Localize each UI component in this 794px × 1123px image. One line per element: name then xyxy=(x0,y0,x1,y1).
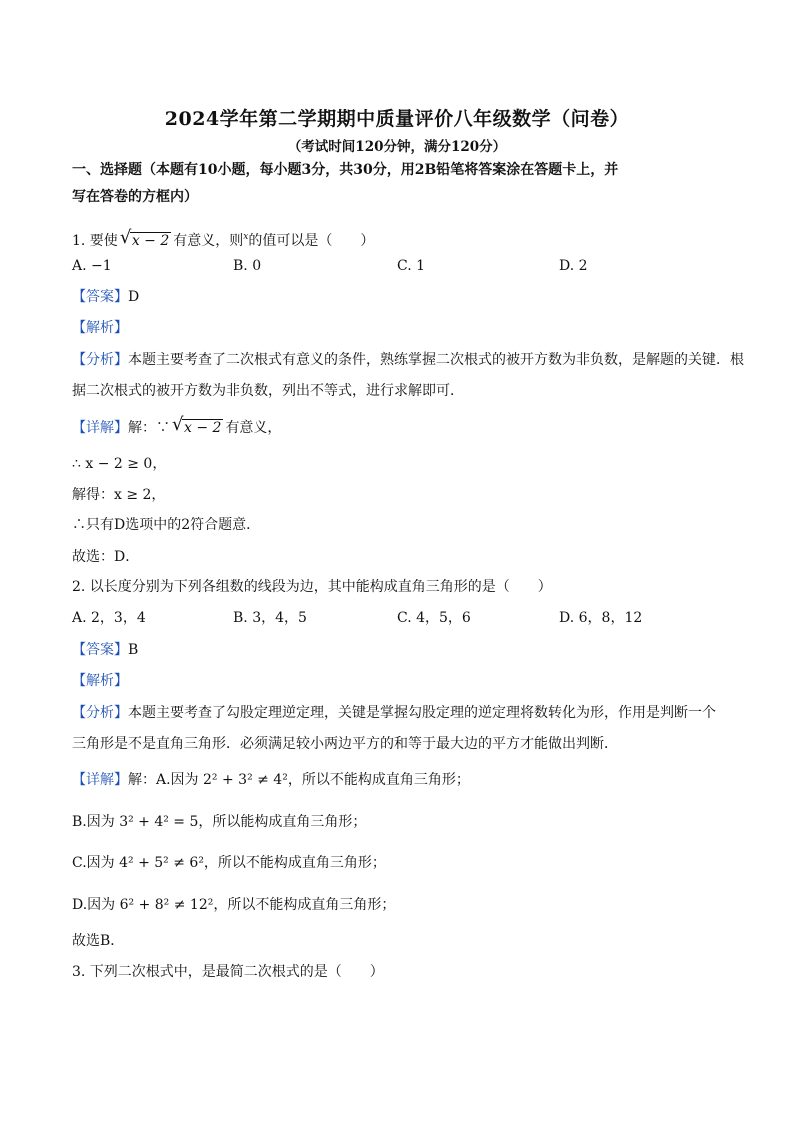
section-heading-cont: 写在答卷的方框内） xyxy=(72,189,198,205)
q1-option-b: B. 0 xyxy=(233,258,262,274)
q2-detail-a xyxy=(72,770,470,790)
q2-detail-d: D.因为 6² + 8² ≠ 12²，所以不能构成直角三角形； xyxy=(72,897,396,913)
q2-option-c: C. 4，5，6 xyxy=(397,610,471,626)
q2-detail-b: B.因为 3² + 4² = 5，所以能构成直角三角形； xyxy=(72,814,367,830)
q2-option-d: D. 6，8，12 xyxy=(559,610,643,626)
answer-value: D xyxy=(128,289,140,305)
q1-option-d: D. 2 xyxy=(559,258,588,274)
detail-label: 【详解】 xyxy=(72,772,128,788)
question-1-stem xyxy=(72,227,374,251)
q1-radicand: x − 2 xyxy=(131,233,170,249)
fenxi-label: 【分析】 xyxy=(72,352,128,368)
q1-step-2: 解得：x ≥ 2， xyxy=(72,487,166,503)
q2-option-a: A. 2，3，4 xyxy=(72,610,146,626)
q2-fenxi-line1 xyxy=(72,703,716,723)
q2-option-b: B. 3，4，5 xyxy=(233,610,307,626)
detail-radicand: x − 2 xyxy=(184,420,222,436)
question-2-stem: 2. 以长度分别为下列各组数的线段为边，其中能构成直角三角形的是（ ） xyxy=(72,579,552,595)
fenxi-label: 【分析】 xyxy=(72,705,128,721)
q1-stem-suffix: 有意义，则 xyxy=(173,233,244,249)
q1-detail xyxy=(72,414,282,438)
q1-step-4: 故选：D． xyxy=(72,549,140,565)
q1-stem-end: 的值可以是（ ） xyxy=(248,233,375,249)
q1-step-3: ∴只有D选项中的2符合题意． xyxy=(72,517,261,533)
detail-prefix: 解：∵ xyxy=(128,420,170,436)
q1-fenxi-line1 xyxy=(72,350,744,370)
page-subtitle: （考试时间120分钟，满分120分） xyxy=(287,139,507,155)
q1-variable: x xyxy=(243,232,249,242)
sqrt-expression: √ x − 2 xyxy=(172,414,222,436)
q1-fenxi-line2: 据二次根式的被开方数为非负数，列出不等式，进行求解即可． xyxy=(72,383,464,399)
q2-detail-c: C.因为 4² + 5² ≠ 6²，所以不能构成直角三角形； xyxy=(72,855,386,871)
q2-fenxi-line2: 三角形是不是直角三角形．必须满足较小两边平方的和等于最大边的平方才能做出判断． xyxy=(72,736,618,752)
q1-step-1: ∴ x − 2 ≥ 0， xyxy=(72,456,167,472)
page-title: 2024学年第二学期期中质量评价八年级数学（问卷） xyxy=(164,108,630,130)
answer-value: B xyxy=(128,642,139,658)
question-3-stem: 3. 下列二次根式中，是最简二次根式的是（ ） xyxy=(72,964,384,980)
detail-suffix: 有意义， xyxy=(225,420,282,436)
sqrt-expression: √ x − 2 xyxy=(119,227,170,249)
detail-label: 【详解】 xyxy=(72,420,128,436)
detail-a-text: 解：A.因为 2² + 3² ≠ 4²，所以不能构成直角三角形； xyxy=(128,772,470,788)
q2-analysis-label: 【解析】 xyxy=(72,673,128,689)
section-heading: 一、选择题（本题有10小题，每小题3分，共30分，用2B铅笔将答案涂在答题卡上，并 xyxy=(72,162,619,178)
q1-analysis-label: 【解析】 xyxy=(72,320,128,336)
q1-option-a: A. −1 xyxy=(72,258,112,274)
fenxi-text: 本题主要考查了勾股定理逆定理，关键是掌握勾股定理的逆定理将数转化为形，作用是判断一个 xyxy=(128,705,716,721)
q2-answer xyxy=(72,640,138,660)
q1-stem-prefix: 1. 要使 xyxy=(72,233,118,249)
fenxi-text: 本题主要考查了二次根式有意义的条件，熟练掌握二次根式的被开方数为非负数，是解题的关键．根 xyxy=(128,352,744,368)
q1-answer xyxy=(72,287,139,307)
answer-label: 【答案】 xyxy=(72,289,128,305)
q1-option-c: C. 1 xyxy=(397,258,426,274)
q2-conclusion: 故选B． xyxy=(72,933,125,949)
answer-label: 【答案】 xyxy=(72,642,128,658)
